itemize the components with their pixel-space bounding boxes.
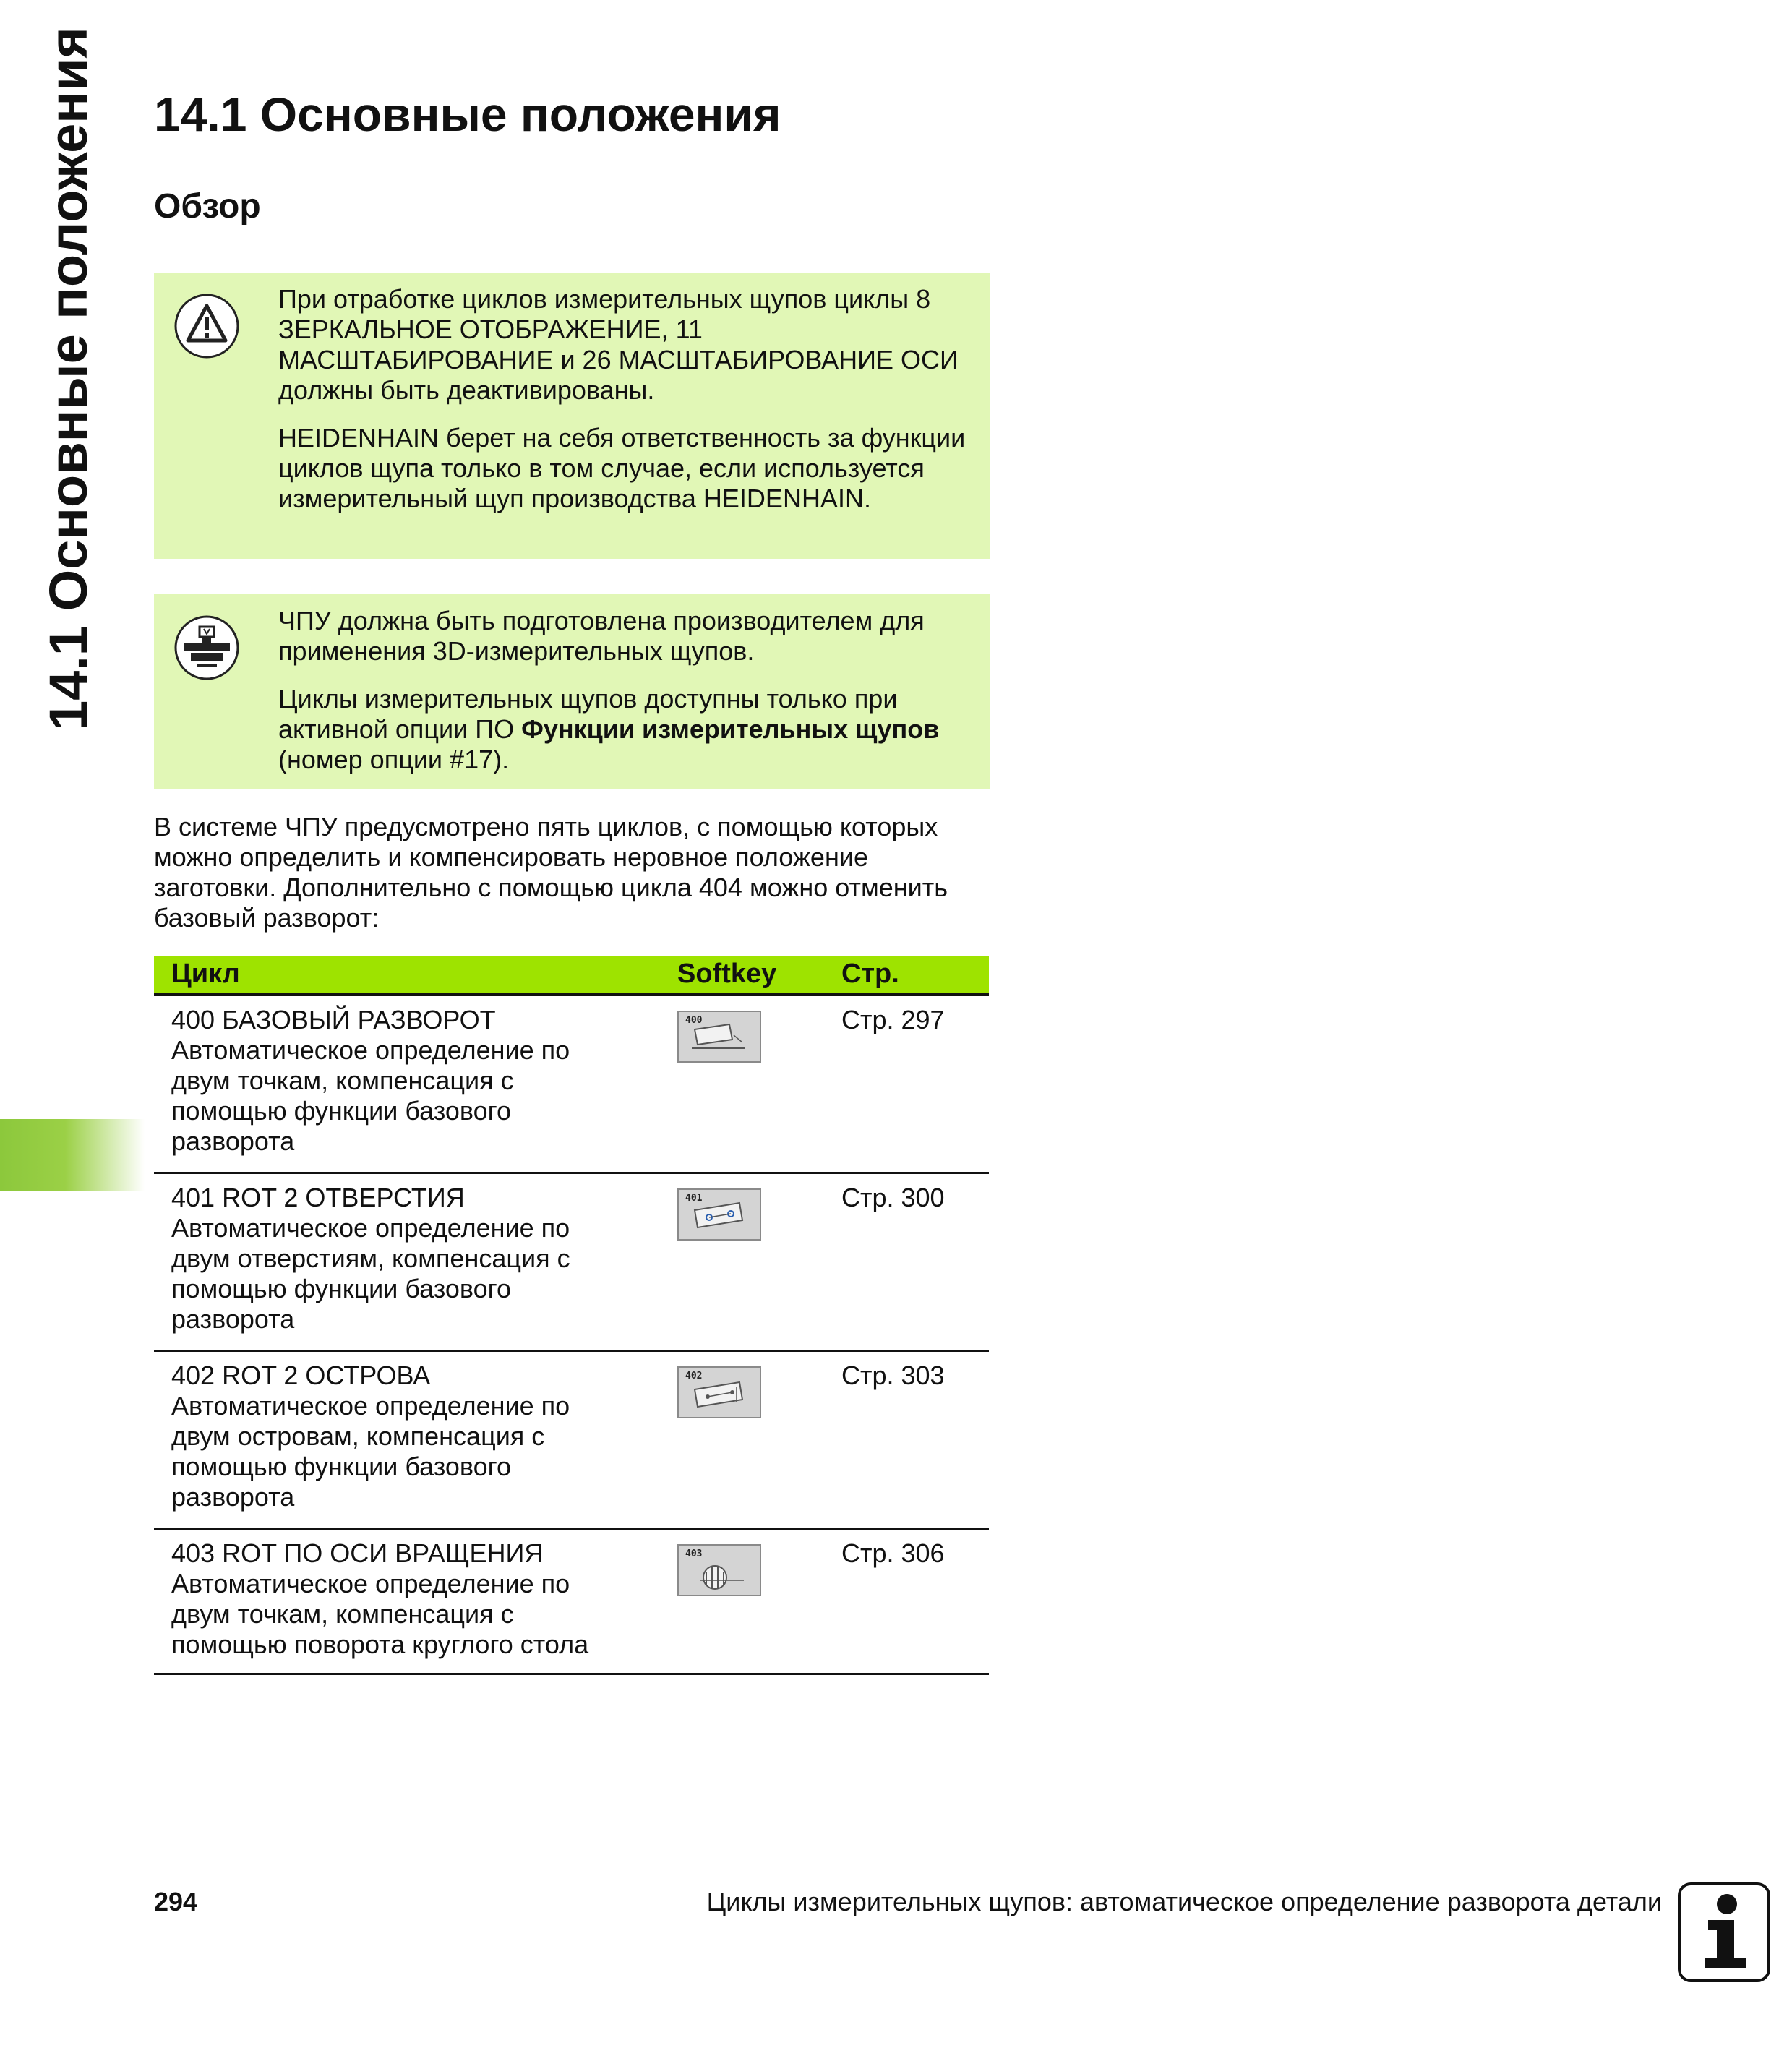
softkey-label: 401	[685, 1193, 703, 1204]
softkey-403-button[interactable]	[677, 1544, 761, 1596]
machine-note-option-name: Функции измерительных щупов	[521, 714, 940, 744]
intro-paragraph: В системе ЧПУ предусмотрено пять циклов, с помощью которых можно определить и компенсировать неровное положение заготовки. Дополнительно с помощью цикла 404 можно отменить базовый разворот:	[154, 812, 948, 933]
side-chapter-title-text: 14.1 Основные положения	[38, 27, 98, 730]
chapter-tab-marker	[0, 1119, 145, 1191]
header-cycle: Цикл	[171, 959, 240, 989]
page-reference: Стр. 306	[841, 1538, 945, 1568]
page-reference: Стр. 300	[841, 1183, 945, 1212]
cycle-description: Автоматическое определение по двум отверстиям, компенсация с помощью функции базового разворота	[171, 1213, 570, 1334]
softkey-label: 402	[685, 1371, 703, 1381]
cycle-description: Автоматическое определение по двум точкам, компенсация с помощью функции базового разворота	[171, 1035, 570, 1156]
table-row	[154, 996, 989, 1174]
warning-note-paragraph-1: При отработке циклов измерительных щупов циклы 8 ЗЕРКАЛЬНОЕ ОТОБРАЖЕНИЕ, 11 МАСШТАБИРОВАНИЕ и 26 МАСШТАБИРОВАНИЕ ОСИ должны быть деактивированы.	[278, 284, 959, 405]
cycle-description: Автоматическое определение по двум островам, компенсация с помощью функции базового разворота	[171, 1391, 570, 1512]
machine-note-text-before: Циклы измерительных щупов доступны только при активной опции ПО	[278, 684, 898, 744]
machine-icon	[173, 614, 240, 681]
cycle-description: Автоматическое определение по двум точкам, компенсация с помощью поворота круглого стола	[171, 1569, 589, 1659]
warning-note-paragraph-2: HEIDENHAIN берет на себя ответственность за функции циклов щупа только в том случае, если используется измерительный щуп производства HEIDENHAIN.	[278, 423, 966, 513]
softkey-label: 400	[685, 1015, 703, 1026]
machine-note-paragraph-2	[278, 684, 972, 775]
machine-note-text-after: (номер опции #17).	[278, 745, 510, 774]
page-title: 14.1 Основные положения	[154, 87, 781, 141]
table-header	[154, 956, 989, 996]
cycle-title: 401 ROT 2 ОТВЕРСТИЯ	[171, 1183, 465, 1212]
info-glyph	[1681, 1885, 1767, 1979]
softkey-401-button[interactable]	[677, 1188, 761, 1241]
header-softkey: Softkey	[677, 959, 777, 989]
warning-note	[154, 273, 990, 559]
cycles-table	[154, 956, 989, 1675]
page-reference: Стр. 297	[841, 1005, 945, 1034]
cycle-title: 403 ROT ПО ОСИ ВРАЩЕНИЯ	[171, 1538, 544, 1568]
page-reference: Стр. 303	[841, 1361, 945, 1390]
info-icon[interactable]	[1678, 1882, 1770, 1982]
section-title: Обзор	[154, 187, 261, 226]
cycle-title: 402 ROT 2 ОСТРОВА	[171, 1361, 431, 1390]
warning-icon	[173, 293, 240, 359]
table-row	[154, 1352, 989, 1530]
header-page: Стр.	[841, 959, 899, 989]
softkey-label: 403	[685, 1548, 703, 1559]
machine-note-paragraph-1: ЧПУ должна быть подготовлена производителем для применения 3D-измерительных щупов.	[278, 606, 925, 666]
table-row	[154, 1174, 989, 1352]
softkey-402-button[interactable]	[677, 1366, 761, 1418]
side-chapter-title	[38, 27, 146, 745]
table-row	[154, 1530, 989, 1675]
page-number: 294	[154, 1887, 198, 1916]
softkey-400-button[interactable]	[677, 1011, 761, 1063]
machine-note	[154, 594, 990, 789]
footer-chapter-title: Циклы измерительных щупов: автоматическое определение разворота детали	[706, 1887, 1662, 1916]
cycle-title: 400 БАЗОВЫЙ РАЗВОРОТ	[171, 1005, 496, 1034]
